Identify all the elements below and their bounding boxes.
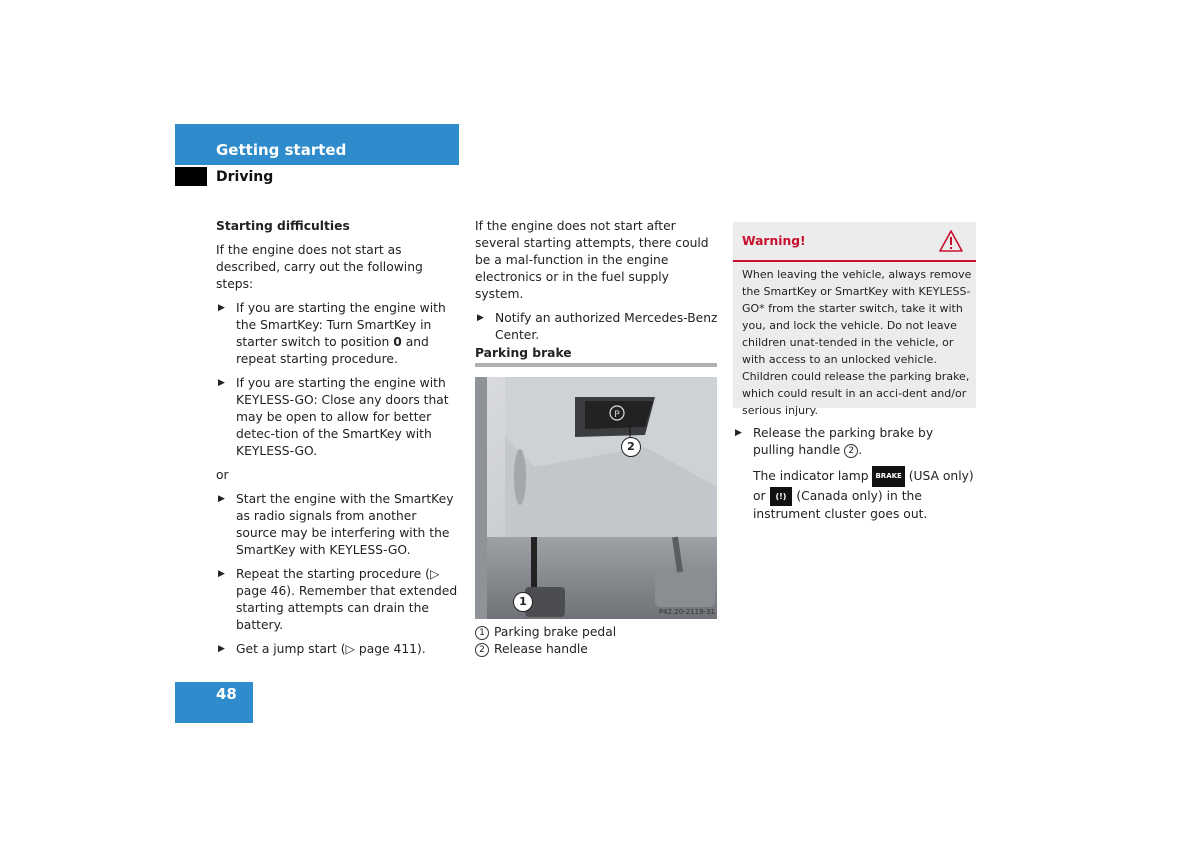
page-number: 48 — [216, 685, 237, 703]
triangle-right-icon: ▶ — [218, 569, 225, 579]
triangle-right-icon: ▶ — [218, 494, 225, 504]
triangle-right-icon: ▶ — [218, 644, 225, 654]
figure-callout-1: 1 — [513, 592, 533, 612]
svg-text:P: P — [614, 410, 620, 420]
legend-item-1: 1 Parking brake pedal — [475, 624, 718, 641]
section-title: Getting started — [216, 141, 347, 159]
list-item: ▶ Start the engine with the SmartKey as radio signals from another source may be interfering with the SmartKey with KEYLESS-GO. — [218, 492, 454, 557]
figure-callout-2: 2 — [621, 437, 641, 457]
triangle-right-icon: ▶ — [477, 313, 484, 323]
column-1 — [216, 218, 461, 658]
list-item: ▶ Repeat the starting procedure (▷ page 46). Remember that extended starting attempts can drain the battery. — [218, 567, 458, 632]
parking-brake-illustration — [475, 377, 717, 619]
indicator-lamp-text: The indicator lamp BRAKE (USA only) or (!) (Canada only) in the instrument cluster goes out. — [733, 466, 976, 523]
warning-divider — [733, 260, 976, 262]
section-marker — [175, 167, 207, 186]
list-item: ▶ If you are starting the engine with KEYLESS-GO: Close any doors that may be open to allow for better detec-tion of the SmartKey with KEYLESS-GO. — [218, 376, 449, 458]
intro-text: If the engine does not start as described, carry out the following steps: — [216, 243, 423, 291]
legend-item-2: 2 Release handle — [475, 641, 718, 658]
brake-lamp-icon: BRAKE — [872, 466, 904, 487]
list-item: ▶ Notify an authorized Mercedes-Benz Center. — [477, 311, 718, 342]
triangle-right-icon: ▶ — [218, 378, 225, 388]
parking-brake-figure — [475, 377, 717, 619]
figure-legend — [475, 624, 718, 658]
warning-title: Warning! — [742, 234, 806, 248]
heading-starting-difficulties: Starting difficulties — [216, 219, 350, 233]
figure-code: P42.20-2119-31 — [658, 608, 715, 616]
subsection-title: Driving — [216, 169, 274, 185]
triangle-right-icon: ▶ — [218, 303, 225, 313]
heading-rule — [475, 363, 717, 367]
list-item: ▶ Get a jump start (▷ page 411). — [218, 642, 426, 656]
heading-parking-brake: Parking brake — [475, 346, 572, 360]
list-item: ▶ If you are starting the engine with the SmartKey: Turn SmartKey in starter switch to position 0 and repeat starting procedure. — [218, 301, 446, 366]
column-2 — [475, 218, 718, 344]
or-text: or — [216, 468, 229, 482]
column-3-body — [733, 425, 976, 523]
parking-brake-lamp-icon: (!) — [770, 487, 793, 506]
triangle-right-icon: ▶ — [735, 428, 742, 438]
list-item: ▶ Release the parking brake by pulling handle 2 . — [735, 426, 934, 457]
page-number-box — [175, 682, 253, 723]
engine-paragraph: If the engine does not start after several starting attempts, there could be a mal-function in the engine electronics or in the fuel supply system. — [475, 219, 709, 301]
warning-triangle-icon — [939, 230, 963, 252]
warning-text: When leaving the vehicle, always remove the SmartKey or SmartKey with KEYLESS-GO* from the starter switch, take it with you, and lock the vehicle. Do not leave children unat-tended in the vehicle, or with access to an unlocked vehicle. Children could release the parking brake, which could result in an acci-dent and/or serious injury. — [742, 268, 972, 417]
